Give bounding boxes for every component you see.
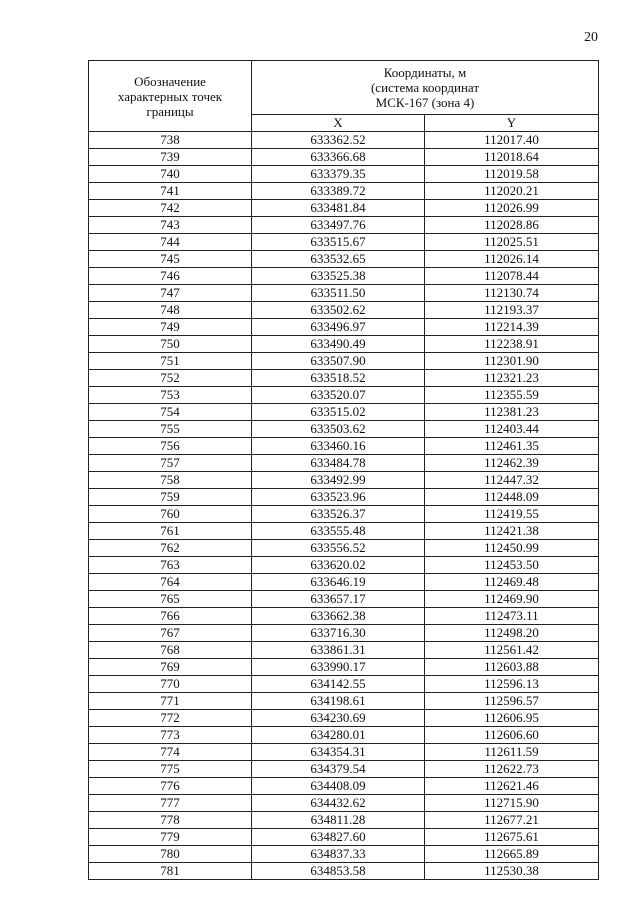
y-cell: 112447.32 — [425, 472, 599, 489]
point-id-cell: 781 — [89, 863, 252, 880]
point-id-cell: 756 — [89, 438, 252, 455]
x-cell: 633503.62 — [252, 421, 425, 438]
table-row — [89, 319, 599, 336]
y-cell: 112611.59 — [425, 744, 599, 761]
table-row — [89, 149, 599, 166]
table-row — [89, 421, 599, 438]
point-id-cell: 744 — [89, 234, 252, 251]
point-id-cell: 745 — [89, 251, 252, 268]
x-cell: 633662.38 — [252, 608, 425, 625]
header-coordinates-line1: Координаты, м — [383, 65, 467, 80]
table-row — [89, 302, 599, 319]
x-cell: 633520.07 — [252, 387, 425, 404]
point-id-cell: 776 — [89, 778, 252, 795]
x-cell: 634432.62 — [252, 795, 425, 812]
y-cell: 112606.60 — [425, 727, 599, 744]
table-row — [89, 353, 599, 370]
x-cell: 633861.31 — [252, 642, 425, 659]
x-cell: 633497.76 — [252, 217, 425, 234]
header-y: Y — [425, 115, 599, 132]
x-cell: 633657.17 — [252, 591, 425, 608]
y-cell: 112026.14 — [425, 251, 599, 268]
table-row — [89, 778, 599, 795]
coordinates-table — [88, 60, 599, 880]
point-id-cell: 769 — [89, 659, 252, 676]
y-cell: 112214.39 — [425, 319, 599, 336]
y-cell: 112238.91 — [425, 336, 599, 353]
point-id-cell: 777 — [89, 795, 252, 812]
x-cell: 634230.69 — [252, 710, 425, 727]
table-row — [89, 166, 599, 183]
y-cell: 112018.64 — [425, 149, 599, 166]
point-id-cell: 738 — [89, 132, 252, 149]
y-cell: 112130.74 — [425, 285, 599, 302]
point-id-cell: 739 — [89, 149, 252, 166]
point-id-cell: 750 — [89, 336, 252, 353]
x-cell: 633362.52 — [252, 132, 425, 149]
point-id-cell: 763 — [89, 557, 252, 574]
x-cell: 634853.58 — [252, 863, 425, 880]
point-id-cell: 765 — [89, 591, 252, 608]
x-cell: 633620.02 — [252, 557, 425, 574]
point-id-cell: 778 — [89, 812, 252, 829]
table-row — [89, 727, 599, 744]
table-row — [89, 846, 599, 863]
table-row — [89, 642, 599, 659]
x-cell: 633366.68 — [252, 149, 425, 166]
y-cell: 112498.20 — [425, 625, 599, 642]
x-cell: 633716.30 — [252, 625, 425, 642]
y-cell: 112321.23 — [425, 370, 599, 387]
table-row — [89, 591, 599, 608]
table-row — [89, 217, 599, 234]
x-cell: 634354.31 — [252, 744, 425, 761]
table-row — [89, 285, 599, 302]
table-row — [89, 693, 599, 710]
x-cell: 633555.48 — [252, 523, 425, 540]
y-cell: 112419.55 — [425, 506, 599, 523]
table-row — [89, 625, 599, 642]
x-cell: 634408.09 — [252, 778, 425, 795]
x-cell: 633511.50 — [252, 285, 425, 302]
y-cell: 112469.90 — [425, 591, 599, 608]
point-id-cell: 760 — [89, 506, 252, 523]
table-row — [89, 200, 599, 217]
x-cell: 634837.33 — [252, 846, 425, 863]
y-cell: 112462.39 — [425, 455, 599, 472]
point-id-cell: 766 — [89, 608, 252, 625]
y-cell: 112622.73 — [425, 761, 599, 778]
y-cell: 112026.99 — [425, 200, 599, 217]
table-row — [89, 540, 599, 557]
x-cell: 633484.78 — [252, 455, 425, 472]
point-id-cell: 757 — [89, 455, 252, 472]
x-cell: 633481.84 — [252, 200, 425, 217]
point-id-cell: 759 — [89, 489, 252, 506]
point-id-cell: 762 — [89, 540, 252, 557]
y-cell: 112020.21 — [425, 183, 599, 200]
point-id-cell: 746 — [89, 268, 252, 285]
y-cell: 112473.11 — [425, 608, 599, 625]
table-row — [89, 795, 599, 812]
header-coordinates-line3: МСК-167 (зона 4) — [375, 95, 475, 110]
y-cell: 112596.13 — [425, 676, 599, 693]
y-cell: 112017.40 — [425, 132, 599, 149]
y-cell: 112530.38 — [425, 863, 599, 880]
x-cell: 633526.37 — [252, 506, 425, 523]
table-row — [89, 370, 599, 387]
table-row — [89, 863, 599, 880]
x-cell: 634142.55 — [252, 676, 425, 693]
table-body — [89, 132, 599, 880]
table-row — [89, 659, 599, 676]
x-cell: 633496.97 — [252, 319, 425, 336]
point-id-cell: 761 — [89, 523, 252, 540]
table-row — [89, 812, 599, 829]
point-id-cell: 752 — [89, 370, 252, 387]
table-row — [89, 557, 599, 574]
point-id-cell: 749 — [89, 319, 252, 336]
y-cell: 112193.37 — [425, 302, 599, 319]
header-coordinates-line2: (система координат — [370, 80, 480, 95]
table-row — [89, 455, 599, 472]
y-cell: 112301.90 — [425, 353, 599, 370]
table-row — [89, 268, 599, 285]
table-row — [89, 829, 599, 846]
point-id-cell: 754 — [89, 404, 252, 421]
y-cell: 112448.09 — [425, 489, 599, 506]
x-cell: 634379.54 — [252, 761, 425, 778]
point-id-cell: 775 — [89, 761, 252, 778]
point-id-cell: 774 — [89, 744, 252, 761]
x-cell: 633646.19 — [252, 574, 425, 591]
x-cell: 633490.49 — [252, 336, 425, 353]
table-row — [89, 608, 599, 625]
x-cell: 634811.28 — [252, 812, 425, 829]
y-cell: 112469.48 — [425, 574, 599, 591]
x-cell: 634827.60 — [252, 829, 425, 846]
x-cell: 633990.17 — [252, 659, 425, 676]
x-cell: 634280.01 — [252, 727, 425, 744]
y-cell: 112355.59 — [425, 387, 599, 404]
point-id-cell: 751 — [89, 353, 252, 370]
point-id-cell: 753 — [89, 387, 252, 404]
x-cell: 633507.90 — [252, 353, 425, 370]
point-id-cell: 758 — [89, 472, 252, 489]
y-cell: 112450.99 — [425, 540, 599, 557]
y-cell: 112665.89 — [425, 846, 599, 863]
y-cell: 112603.88 — [425, 659, 599, 676]
point-id-cell: 742 — [89, 200, 252, 217]
point-id-cell: 768 — [89, 642, 252, 659]
table-row — [89, 234, 599, 251]
table-row — [89, 251, 599, 268]
table-row — [89, 404, 599, 421]
point-id-cell: 779 — [89, 829, 252, 846]
point-id-cell: 755 — [89, 421, 252, 438]
point-id-cell: 767 — [89, 625, 252, 642]
point-id-cell: 780 — [89, 846, 252, 863]
x-cell: 633523.96 — [252, 489, 425, 506]
point-id-cell: 748 — [89, 302, 252, 319]
y-cell: 112461.35 — [425, 438, 599, 455]
table-row — [89, 132, 599, 149]
point-id-cell: 743 — [89, 217, 252, 234]
table-row — [89, 489, 599, 506]
table-row — [89, 710, 599, 727]
table-row — [89, 761, 599, 778]
point-id-cell: 747 — [89, 285, 252, 302]
table-row — [89, 506, 599, 523]
y-cell: 112028.86 — [425, 217, 599, 234]
table-row — [89, 387, 599, 404]
y-cell: 112453.50 — [425, 557, 599, 574]
point-id-cell: 740 — [89, 166, 252, 183]
y-cell: 112715.90 — [425, 795, 599, 812]
table-row — [89, 183, 599, 200]
table-row — [89, 438, 599, 455]
point-id-cell: 772 — [89, 710, 252, 727]
y-cell: 112606.95 — [425, 710, 599, 727]
y-cell: 112403.44 — [425, 421, 599, 438]
x-cell: 633556.52 — [252, 540, 425, 557]
x-cell: 633389.72 — [252, 183, 425, 200]
x-cell: 633492.99 — [252, 472, 425, 489]
header-point-label-text: Обозначение характерных точек границы — [117, 73, 223, 119]
point-id-cell: 741 — [89, 183, 252, 200]
table-row — [89, 574, 599, 591]
point-id-cell: 773 — [89, 727, 252, 744]
y-cell: 112621.46 — [425, 778, 599, 795]
header-coordinates — [252, 61, 599, 115]
y-cell: 112596.57 — [425, 693, 599, 710]
y-cell: 112078.44 — [425, 268, 599, 285]
x-cell: 633532.65 — [252, 251, 425, 268]
y-cell: 112421.38 — [425, 523, 599, 540]
table-row — [89, 676, 599, 693]
y-cell: 112025.51 — [425, 234, 599, 251]
x-cell: 633525.38 — [252, 268, 425, 285]
header-point-label — [89, 61, 252, 132]
page-number: 20 — [584, 30, 598, 45]
y-cell: 112019.58 — [425, 166, 599, 183]
y-cell: 112675.61 — [425, 829, 599, 846]
y-cell: 112561.42 — [425, 642, 599, 659]
point-id-cell: 770 — [89, 676, 252, 693]
table-row — [89, 472, 599, 489]
header-x: X — [252, 115, 425, 132]
table-row — [89, 336, 599, 353]
x-cell: 633460.16 — [252, 438, 425, 455]
x-cell: 633502.62 — [252, 302, 425, 319]
x-cell: 633515.02 — [252, 404, 425, 421]
x-cell: 634198.61 — [252, 693, 425, 710]
y-cell: 112677.21 — [425, 812, 599, 829]
table-row — [89, 744, 599, 761]
x-cell: 633518.52 — [252, 370, 425, 387]
x-cell: 633515.67 — [252, 234, 425, 251]
point-id-cell: 764 — [89, 574, 252, 591]
point-id-cell: 771 — [89, 693, 252, 710]
x-cell: 633379.35 — [252, 166, 425, 183]
table-row — [89, 523, 599, 540]
y-cell: 112381.23 — [425, 404, 599, 421]
